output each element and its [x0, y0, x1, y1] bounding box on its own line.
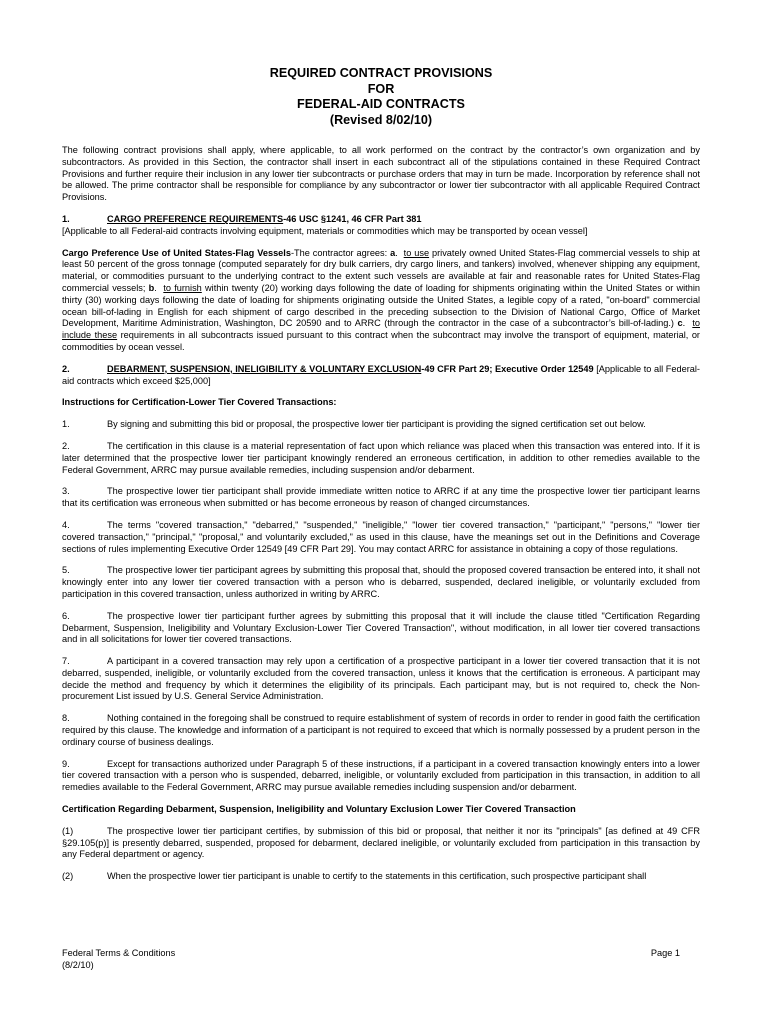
title-line-4: (Revised 8/02/10)	[329, 112, 433, 127]
section-2-title: DEBARMENT, SUSPENSION, INELIGIBILITY & VOLUNTARY EXCLUSION	[107, 363, 422, 374]
instruction-number: 9.	[62, 758, 70, 769]
instruction-text: A participant in a covered transaction may rely upon a certification of a prospective participant in a lower tier covered transaction that it is not debarred, suspended, ineligible, or voluntarily excluded from the covered transaction, unless it knows that the certification is erroneous. A participant may decide the method and frequency by which it determines the eligibility of its principals. Each participant may, but is not required to, check the Non-procurement List issued by U.S. General Service Administration.	[62, 656, 700, 702]
certification-text: When the prospective lower tier participant is unable to certify to the statements in this certification, such prospective participant shall	[107, 871, 647, 882]
instruction-item	[62, 656, 700, 703]
instruction-number: 7.	[62, 656, 70, 667]
instruction-item	[62, 486, 700, 510]
cargo-a-pre: -The contractor agrees:	[290, 247, 391, 258]
instruction-item	[62, 713, 700, 748]
cargo-a-text: privately owned United States-Flag commercial vessels to ship at least 50 percent of the gross tonnage (computed separately for dry bulk carriers, dry cargo liners, and tankers) involved, whenever shipping any equipment, material, or commodities pursuant to the underlying contract to the extent such vessels are available at fair and reasonable rates for United States-Flag commercial vessels;	[62, 247, 700, 293]
instruction-text: The prospective lower tier participant agrees by submitting this proposal that, should the proposed covered transaction be entered into, it shall not knowingly enter into any lower tier covered transaction with a person who is debarred, suspended, declared ineligible, or voluntarily excluded from participation in this covered transaction, unless authorized in writing by ARRC.	[62, 565, 700, 599]
instruction-text: Except for transactions authorized under Paragraph 5 of these instructions, if a participant in a covered transaction knowingly enters into a lower tier covered transaction with a person who is suspended, debarred, ineligible, or voluntarily excluded from participation in this transaction, in addition to all remedies available to the Federal Government, ARRC may pursue available remedies including suspension and/or debarment.	[62, 758, 700, 793]
document-title	[62, 66, 700, 128]
footer-title: Federal Terms & Conditions	[62, 948, 176, 958]
footer-date: (8/2/10)	[62, 960, 94, 970]
cargo-c-phrase: to include these	[62, 318, 700, 341]
cargo-c-text: requirements in all subcontracts issued pursuant to this contract when the subcontract may involve the transport of equipment, material, or commodities by ocean vessel.	[62, 330, 700, 352]
certification-text: The prospective lower tier participant certifies, by submission of this bid or proposal, that neither it nor its "principals" [as defined at 49 CFR §29.105(p)] is presently debarred, suspended, proposed for debarment, declared ineligible, or voluntarily excluded from participation in this transaction by any Federal department or agency.	[62, 825, 700, 860]
instruction-number: 2.	[62, 440, 70, 451]
section-1-number: 1.	[62, 213, 70, 224]
instruction-item	[62, 759, 700, 794]
instruction-item	[62, 441, 700, 476]
section-2-applicability: [Applicable to all Federal-aid contracts which exceed $25,000]	[62, 363, 700, 386]
section-1-applicability: [Applicable to all Federal-aid contracts involving equipment, materials or commodities which may be transported by ocean vessel]	[62, 225, 588, 236]
instruction-number: 6.	[62, 610, 70, 621]
section-1-citation: -46 USC §1241, 46 CFR Part 381	[283, 213, 422, 224]
section-2-number: 2.	[62, 363, 70, 374]
cargo-b-label: b	[148, 282, 155, 293]
title-line-2: FOR	[367, 81, 395, 96]
section-2-heading	[62, 364, 700, 388]
instruction-number: 3.	[62, 486, 70, 497]
section-2-citation: -49 CFR Part 29; Executive Order 12549	[421, 363, 594, 374]
instruction-text: The certification in this clause is a material representation of fact upon which reliance was placed when this transaction was entered into. If it is later determined that the prospective lower tier participant knowingly rendered an erroneous certification, in addition to other remedies available to the Federal Government, ARRC may pursue available remedies, including suspension and/or debarment.	[62, 440, 700, 475]
cargo-a-label: a	[390, 247, 396, 258]
cargo-a-phrase: to use	[403, 247, 430, 258]
certification-heading: Certification Regarding Debarment, Suspension, Ineligibility and Voluntary Exclusion Lower Tier Covered Transaction	[62, 804, 576, 815]
instruction-item	[62, 520, 700, 555]
document-page	[62, 66, 700, 893]
instruction-number: 8.	[62, 713, 70, 724]
section-1-title: CARGO PREFERENCE REQUIREMENTS	[107, 213, 284, 224]
certification-number: (2)	[62, 871, 74, 882]
instructions-heading: Instructions for Certification-Lower Tier Covered Transactions:	[62, 397, 337, 408]
title-line-1: REQUIRED CONTRACT PROVISIONS	[269, 66, 493, 80]
page-footer	[62, 947, 680, 971]
instruction-text: The terms "covered transaction," "debarred," "suspended," "ineligible," "lower tier covered transaction," "participant," "persons," "lower tier covered transaction," "principal," "proposal," and voluntarily excluded," as used in this clause, have the meanings set out in the Definitions and Coverage sections of rules implementing Executive Order 12549 [49 CFR Part 29]. You may contact ARRC for assistance in obtaining a copy of those regulations.	[62, 519, 700, 554]
instruction-item	[62, 419, 700, 431]
instruction-text: Nothing contained in the foregoing shall be construed to require establishment of system of records in order to render in good faith the certification required by this clause. The knowledge and information of a participant is not required to exceed that which is normally possessed by a prudent person in the ordinary course of business dealings.	[62, 713, 700, 747]
certification-item	[62, 871, 700, 883]
intro-paragraph: The following contract provisions shall apply, where applicable, to all work performed on the contract by the contractor’s own organization and by subcontractors. As provided in this Section, the contractor shall insert in each subcontract all of the stipulations contained in these Required Contract Provisions and further require their inclusion in any lower tier subcontracts or purchase orders that may in turn be made. Incorporation by reference shall not be allowed. The prime contractor shall be responsible for compliance by any subcontractor or lower tier subcontractor with all applicable Required Contract Provisions.	[62, 145, 700, 203]
instruction-text: The prospective lower tier participant shall provide immediate written notice to ARRC if at any time the prospective lower tier participant learns that its certification was erroneous when submitted or has become erroneous by reason of changed circumstances.	[62, 486, 700, 509]
title-line-3: FEDERAL-AID CONTRACTS	[297, 97, 465, 111]
instruction-text: By signing and submitting this bid or proposal, the prospective lower tier participant is providing the signed certification set out below.	[107, 419, 646, 430]
instruction-item	[62, 611, 700, 646]
instruction-text: The prospective lower tier participant further agrees by submitting this proposal that it will include the clause titled "Certification Regarding Debarment, Suspension, Ineligibility and Voluntary Exclusion-Lower Tier Covered Transaction", without modification, in all lower tier covered transactions and in all solicitations for lower tier covered transactions.	[62, 610, 700, 645]
cargo-b-text: within twenty (20) working days following the date of loading for shipments originating within the United States or within thirty (30) working days following the date of loading for shipments originating outside the United States, a legible copy of a rated, "on-board" commercial ocean bill-of-lading in English for each shipment of cargo described in the preceding subsection to the Division of National Cargo, Office of Market Development, Maritime Administration, Washington, DC 20590 and to ARRC (through the contractor in the case of a subcontractor’s bill-of-lading.)	[62, 282, 700, 329]
instruction-number: 5.	[62, 565, 70, 576]
certification-number: (1)	[62, 825, 74, 836]
instruction-number: 1.	[62, 419, 70, 430]
instruction-number: 4.	[62, 519, 70, 530]
instruction-item	[62, 565, 700, 600]
certification-item	[62, 826, 700, 861]
section-1-heading	[62, 214, 700, 226]
section-1-paragraph: Cargo Preference Use of United States-Flag Vessels-The contractor agrees: a. to use privately owned United States-Flag commercial vessels to ship at least 50 percent of the gross tonnage (computed separately for dry bulk carriers, dry cargo liners, and tankers) involved, whenever shipping any equipment, material, or commodities pursuant to the underlying contract to the extent such vessels are available at fair and reasonable rates for United States-Flag commercial vessels; b. to furnish within twenty (20) working days following the date of loading for shipments originating within the United States or within thirty (30) working days following the date of loading for shipments originating outside the United States, a legible copy of a rated, "on-board" commercial ocean bill-of-lading in English for each shipment of cargo described in the preceding subsection to the Division of National Cargo, Office of Market Development, Maritime Administration, Washington, DC 20590 and to ARRC (through the contractor in the case of a subcontractor’s bill-of-lading.) c. to include these requirements in all subcontracts issued pursuant to this contract when the subcontract may involve the transport of equipment, material, or commodities by ocean vessel.	[62, 247, 700, 352]
page-number: Page 1	[650, 948, 680, 958]
cargo-lead: Cargo Preference Use of United States-Flag Vessels	[62, 247, 291, 258]
cargo-c-label: c	[677, 318, 683, 329]
cargo-b-phrase: to furnish	[163, 282, 202, 293]
